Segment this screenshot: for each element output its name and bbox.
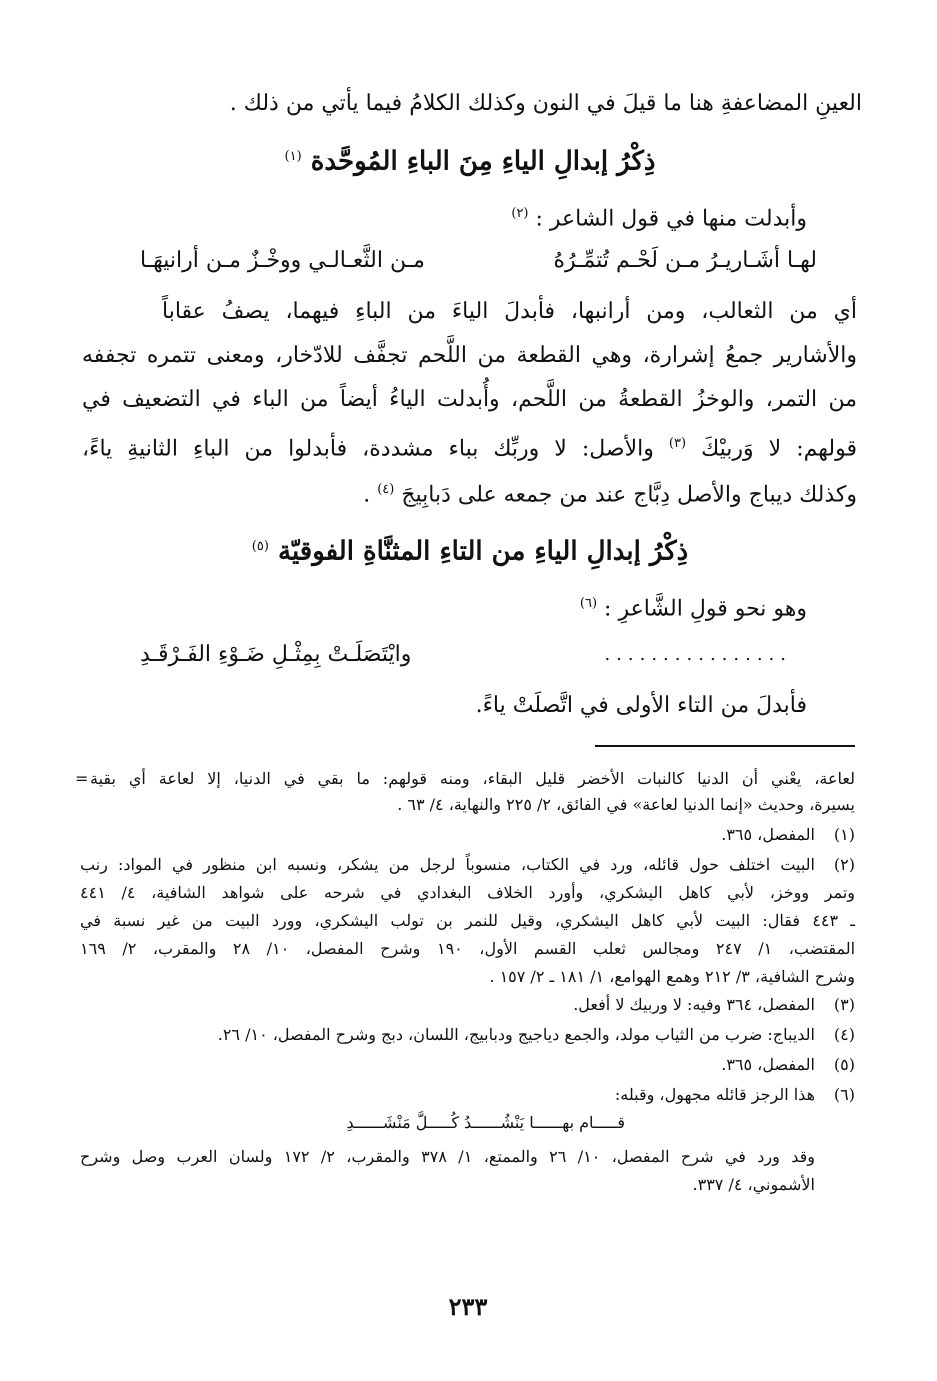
footnote-2-line-3-text: ـ ٤٤٣ فقال: البيت لأبي كاهل اليشكري، وقيل للنمر بن تولب اليشكري، وورد البيت من غير نسبة في bbox=[80, 911, 855, 930]
footnote-separator bbox=[595, 745, 855, 747]
body-line-1 bbox=[82, 90, 862, 118]
footnote-ref-3: (٣) bbox=[668, 436, 687, 451]
verse-1-left-hemistich bbox=[140, 246, 425, 276]
footnote-ref-4: (٤) bbox=[377, 482, 395, 497]
footnote-6-sources-line-1-text: وقد ورد في شرح المفصل، ١٠/ ٢٦ والممتع، ١/ ٣٧٨ والمقرب، ٢/ ١٧٢ ولسان العرب وصل وشرح bbox=[80, 1147, 815, 1166]
footnote-2-line-2-text: وتمر ووخز، لأبي كاهل اليشكري، وأورد الخلاف البغدادي في شرحه على شواهد الشافية، ٤/ ٤٤١ bbox=[80, 883, 856, 902]
footnote-continued-line-2 bbox=[397, 792, 855, 818]
paragraph-1-line-1-text: أي من الثعالب، ومن أرانبها، فأبدلَ الياءَ من الباءِ فيهما، يصفُ عقاباً bbox=[162, 299, 857, 324]
footnote-4-line-1-text: الديباج: ضرب من الثياب مولد، والجمع دياجيج ودبابيج، اللسان، دبج وشرح المفصل، ١٠/ ٢٦. bbox=[217, 1025, 815, 1044]
paragraph-1-line-2 bbox=[82, 342, 857, 370]
paragraph-1-line-3 bbox=[82, 386, 857, 414]
footnote-6-sources bbox=[80, 1144, 855, 1200]
verse-1-right-hemistich bbox=[553, 246, 817, 276]
footnote-continued-line-1 bbox=[90, 766, 855, 792]
footnote-continued-line-2-text: يسيرة، وحديث «إنما الدنيا لعاعة» في الفائق، ٢/ ٢٢٥ والنهاية، ٤/ ٦٣ . bbox=[397, 795, 855, 814]
section-heading-1-text: ذِكْرُ إبدالِ الياءِ مِنَ الباءِ المُوحَّدة bbox=[310, 146, 656, 177]
paragraph-1-line-4 bbox=[82, 430, 857, 463]
footnote-ref-2: (٢) bbox=[511, 206, 529, 221]
body-line-last-text: فأبدلَ من التاء الأولى في اتَّصلَتْ ياءً. bbox=[475, 693, 807, 718]
page-number-text: ٢٣٣ bbox=[448, 1292, 488, 1321]
footnote-2-line-1 bbox=[80, 852, 815, 878]
paragraph-1-line-4b-text: والأصل: لا وربِّك بباء مشددة، فأبدلوا من الباءِ الثانيةِ ياءً، bbox=[82, 436, 654, 462]
body-line-1-text: العينِ المضاعفةِ هنا ما قيلَ في النون وكذلك الكلامُ فيما يأتي من ذلك . bbox=[229, 91, 862, 116]
paragraph-1-line-3-text: من التمر، والوخزُ القطعةُ من اللَّحم، وأُبدلت الياءُ أيضاً من الباء في التضعيف في bbox=[82, 387, 857, 412]
verse-1-right-text: لهـا أشَـاريـرُ مـن لَحْـم تُتمِّـرُهُ bbox=[553, 248, 817, 273]
section-heading-1 bbox=[250, 140, 690, 179]
paragraph-1-line-5 bbox=[363, 476, 857, 509]
footnote-6-sources-line-1 bbox=[80, 1144, 815, 1170]
footnote-1-number: (١) bbox=[833, 825, 855, 844]
footnote-ref-6: (٦) bbox=[579, 596, 598, 611]
footnote-4-number: (٤) bbox=[833, 1025, 855, 1044]
paragraph-1-line-2-text: والأشارير جمعُ إشرارة، وهي القطعة من اللَّحم تجفَّف للادّخار، ومعنى تتمره تجففه bbox=[82, 343, 857, 368]
footnote-6-verse bbox=[80, 1110, 855, 1144]
body-line-last bbox=[476, 692, 807, 720]
intro-line-1 bbox=[511, 200, 807, 233]
footnote-continued-line-1-text: لعاعة، يعْني أن الدنيا كالنبات الأخضر قليل البقاء، ومنه قولهم: ما بقي في الدنيا، إلا لعاعة أي بقية bbox=[90, 769, 855, 788]
footnote-4 bbox=[80, 1022, 855, 1052]
footnote-2-line-5-text: وشرح الشافية، ٣/ ٢١٢ وهمع الهوامع، ١/ ١٨١ ـ ٢/ ١٥٧ . bbox=[489, 967, 855, 986]
verse-2-left-hemistich bbox=[140, 640, 411, 670]
footnote-3-number: (٣) bbox=[833, 995, 855, 1014]
footnote-6-verse-line bbox=[347, 1110, 625, 1136]
verse-2-dots-text: ................ bbox=[604, 644, 792, 665]
paragraph-1-line-5-end: . bbox=[363, 482, 371, 508]
footnote-6-verse-text: قـــــام بهــــــا يَنْشُــــــدُ كُـــــلَّ مَنْشَــــــدِ bbox=[346, 1113, 625, 1132]
footnote-2-line-3 bbox=[80, 908, 855, 934]
footnote-2 bbox=[80, 852, 855, 992]
intro-line-1-text: وأبدلت منها في قول الشاعر : bbox=[535, 206, 807, 232]
footnote-3-line-1-text: المفصل، ٣٦٤ وفيه: لا وربيك لا أفعل. bbox=[573, 995, 815, 1014]
footnote-3 bbox=[80, 992, 855, 1022]
continuation-marker: = bbox=[75, 769, 89, 788]
footnote-6-sources-line-2-text: الأشموني، ٤/ ٣٣٧. bbox=[692, 1175, 815, 1194]
page-number bbox=[418, 1292, 518, 1321]
verse-2-dots bbox=[604, 644, 792, 665]
paragraph-1-line-4a-text: قولهم: لا وَربيْكَ bbox=[701, 436, 857, 462]
section-heading-2 bbox=[220, 530, 720, 569]
footnote-1-line-1-text: المفصل، ٣٦٥. bbox=[721, 825, 815, 844]
paragraph-1-line-5-text: وكذلك ديباج والأصل دِبَّاج عند من جمعه على دَبابِيجَ bbox=[401, 482, 857, 508]
footnote-continued bbox=[75, 766, 855, 818]
footnote-4-line-1 bbox=[218, 1022, 815, 1048]
footnote-6 bbox=[80, 1082, 855, 1110]
footnotes bbox=[75, 766, 856, 1200]
footnote-5 bbox=[80, 1052, 855, 1082]
footnote-2-line-4-text: المقتضب، ١/ ٢٤٧ ومجالس ثعلب القسم الأول، ١٩٠ وشرح المفصل، ١٠/ ٢٨ والمقرب، ٢/ ١٦٩ bbox=[80, 939, 856, 958]
verse-1-left-text: مـن الثَّعـالـي ووخْـزٌ مـن أرانيهَـا bbox=[140, 248, 425, 273]
footnote-6-line-1 bbox=[615, 1082, 815, 1108]
footnote-5-number: (٥) bbox=[833, 1055, 855, 1074]
footnote-1 bbox=[80, 822, 855, 852]
footnote-6-line-1-text: هذا الرجز قائله مجهول، وقبله: bbox=[614, 1085, 815, 1104]
footnote-2-line-2 bbox=[80, 880, 855, 906]
footnote-2-line-5 bbox=[489, 964, 855, 990]
footnote-2-line-1-text: البيت اختلف حول قائله، ورد في الكتاب، منسوباً لرجل من يشكر، ونسبه ابن منظور في المواد: رنب bbox=[80, 855, 815, 874]
footnote-2-line-4 bbox=[80, 936, 855, 962]
footnote-3-line-1 bbox=[573, 992, 815, 1018]
section-heading-2-text: ذِكْرُ إبدالِ الياءِ من التاءِ المثنَّاةِ الفوقيّة bbox=[278, 536, 689, 567]
footnote-5-line-1 bbox=[721, 1052, 815, 1078]
footnote-ref-1: (١) bbox=[284, 149, 302, 164]
intro-line-2-text: وهو نحو قولِ الشَّاعرِ : bbox=[604, 596, 807, 622]
footnote-ref-5: (٥) bbox=[251, 539, 269, 554]
footnote-1-line-1 bbox=[721, 822, 815, 848]
paragraph-1-line-1 bbox=[162, 298, 857, 326]
verse-2-left-text: وايْتَصَلَـتْ بِمِثْـلِ ضَـوْءِ الفَـرْقَـدِ bbox=[140, 642, 412, 667]
footnote-5-line-1-text: المفصل، ٣٦٥. bbox=[721, 1055, 815, 1074]
footnote-6-number: (٦) bbox=[833, 1085, 855, 1104]
intro-line-2 bbox=[580, 590, 807, 623]
footnote-6-sources-line-2 bbox=[693, 1172, 815, 1198]
footnote-2-number: (٢) bbox=[833, 855, 855, 874]
